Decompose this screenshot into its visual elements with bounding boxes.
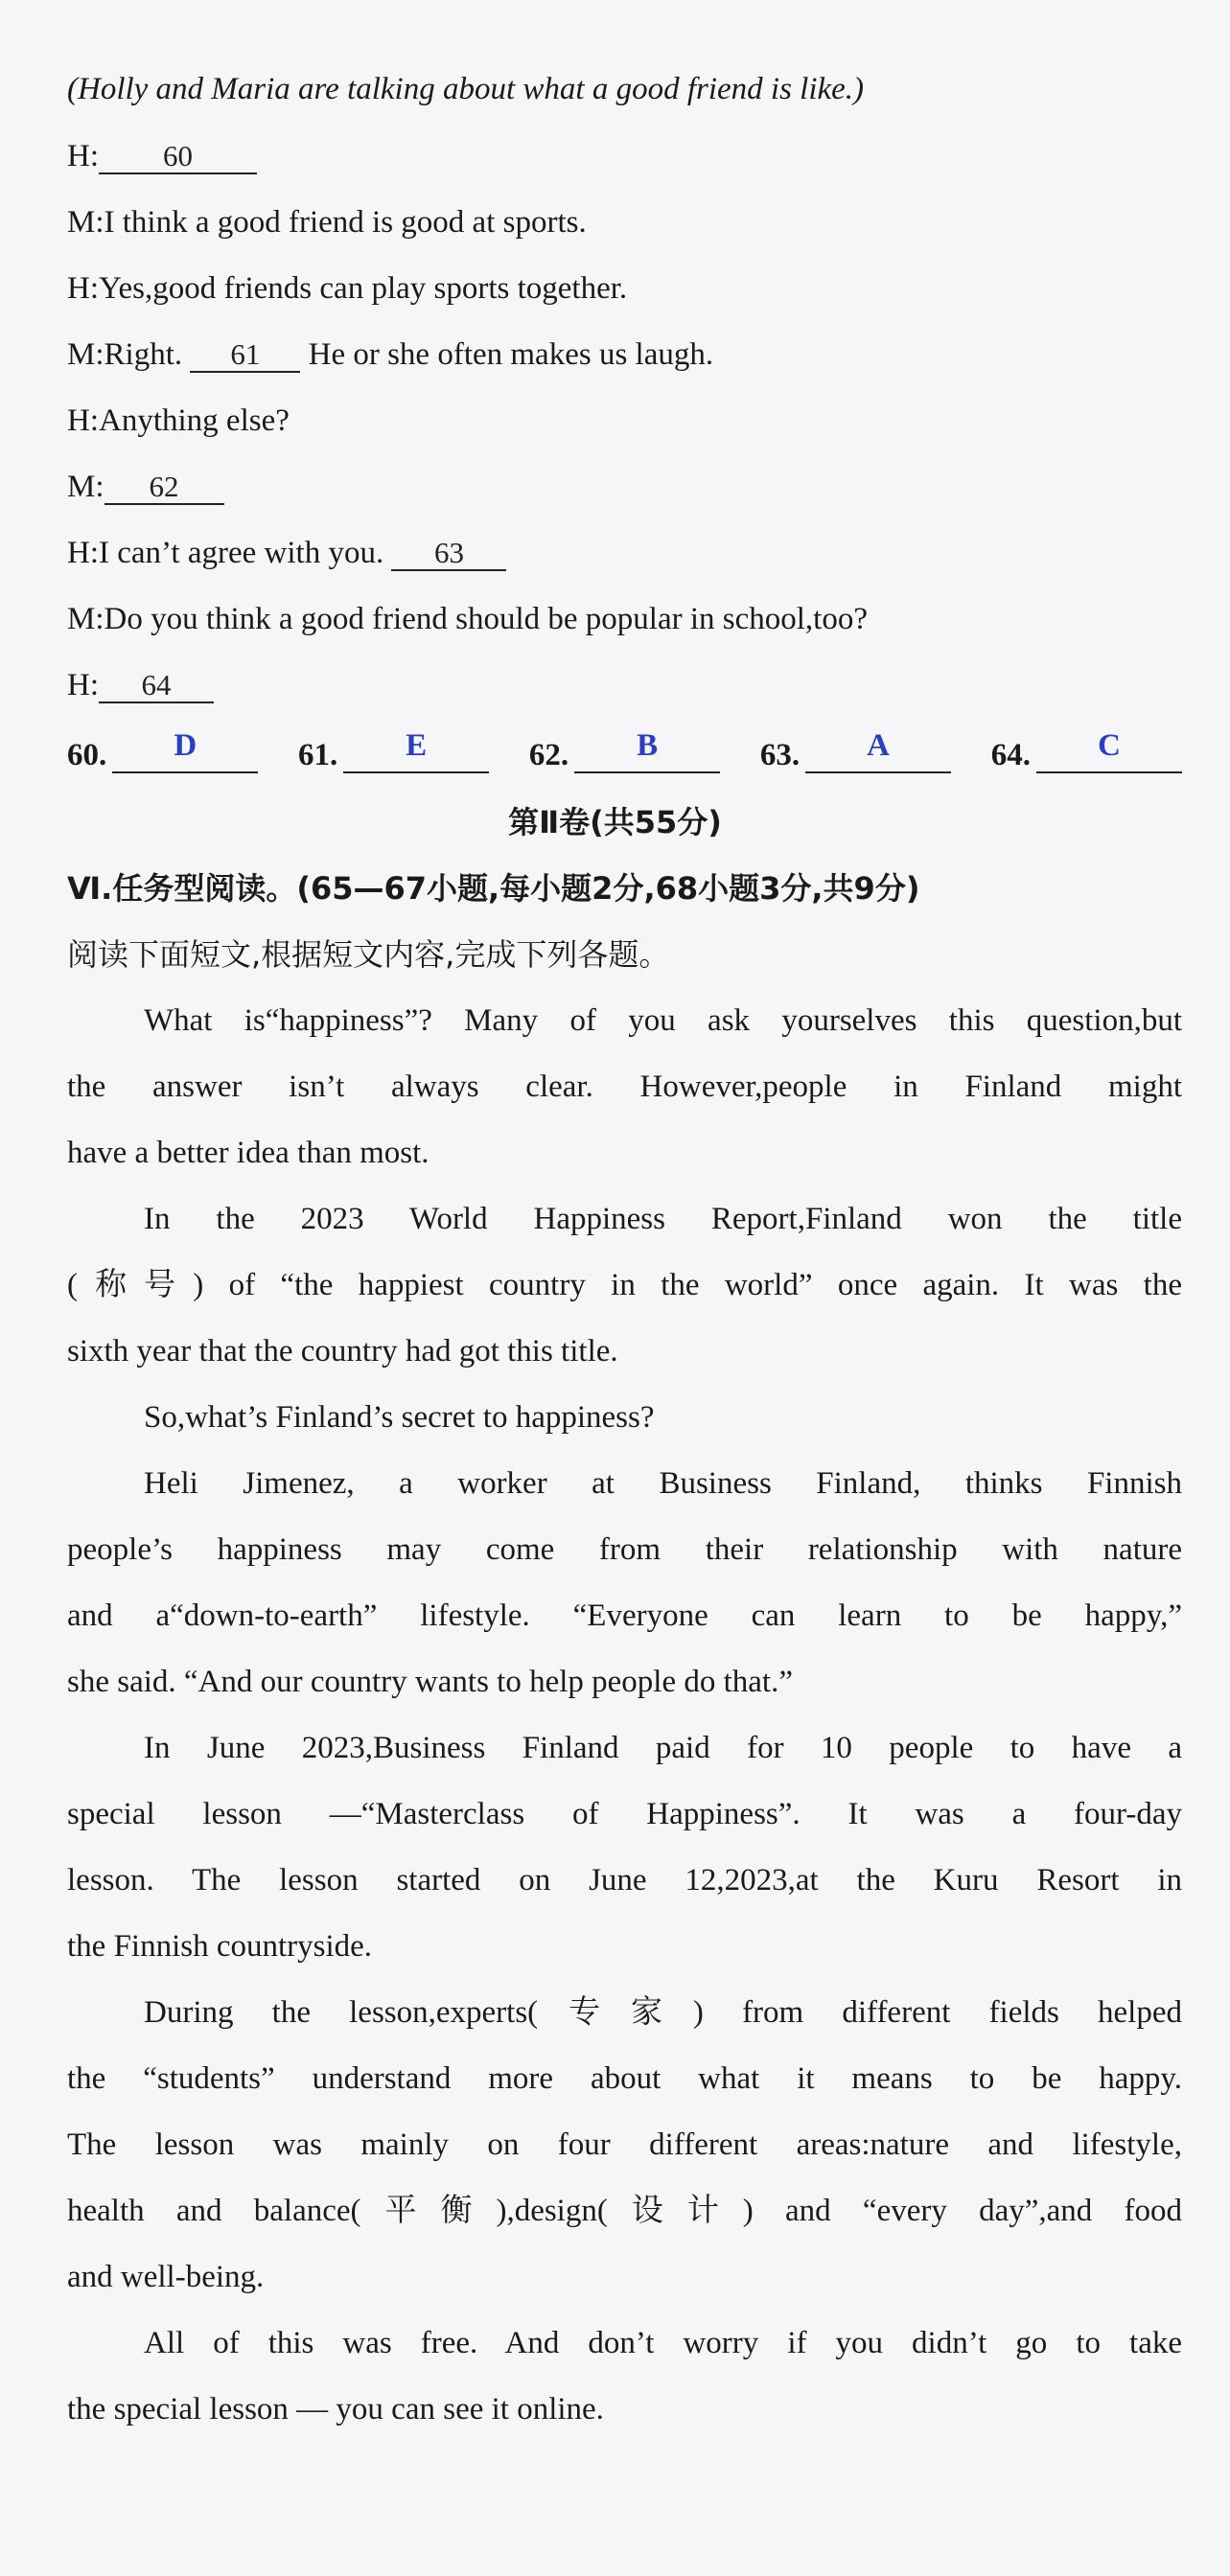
dialogue-line: M:I think a good friend is good at sports. — [67, 205, 587, 240]
dialogue-line: H:I can’t agree with you. 63 — [67, 531, 1182, 575]
blank-number: 64 — [141, 668, 172, 702]
passage-line: the special lesson — you can see it online. — [67, 2392, 604, 2426]
passage-line: sixth year that the country had got this title. — [67, 1334, 618, 1368]
passage-line: The lesson was mainly on four different areas:nature and lifestyle, — [67, 2128, 1182, 2162]
passage-line: the “students” understand more about what it means to be happy. — [67, 2061, 1182, 2096]
passage-line: So,what’s Finland’s secret to happiness? — [144, 1400, 655, 1435]
dialogue-intro: (Holly and Maria are talking about what a good friend is like.) — [67, 72, 865, 106]
blank-number: 60 — [163, 139, 193, 172]
instruction: 阅读下面短文,根据短文内容,完成下列各题。 — [67, 936, 670, 973]
passage-line: What is“happiness”? Many of you ask yourselves this question,but — [144, 1003, 1182, 1038]
passage-line: the Finnish countryside. — [67, 1929, 373, 1964]
answer-value: C — [1098, 728, 1121, 763]
passage-line: Heli Jimenez, a worker at Business Finland, thinks Finnish — [144, 1466, 1182, 1501]
answer-value: B — [637, 728, 659, 763]
answer-item: 64. C — [991, 733, 1182, 777]
passage-line: During the lesson,experts(专家) from different fields helped — [144, 1995, 1182, 2030]
dialogue-line: H: 60 — [67, 134, 1182, 178]
passage-line: (称号) of “the happiest country in the world” once again. It was the — [67, 1268, 1182, 1302]
dialogue-line: H:Yes,good friends can play sports together. — [67, 271, 628, 306]
dialogue-line: M:Right. 61 He or she often makes us laugh. — [67, 337, 714, 372]
answer-row — [67, 728, 1182, 777]
passage-line: she said. “And our country wants to help people do that.” — [67, 1665, 793, 1699]
passage-line: In June 2023,Business Finland paid for 10 people to have a — [144, 1731, 1182, 1765]
passage-line: have a better idea than most. — [67, 1136, 429, 1170]
blank-number: 63 — [433, 536, 464, 569]
passage-line: health and balance(平衡),design(设计) and “every day”,and food — [67, 2194, 1182, 2228]
passage-line: people’s happiness may come from their relationship with nature — [67, 1532, 1182, 1567]
answer-value: A — [867, 728, 890, 763]
answer-item: 60. D — [67, 733, 258, 777]
passage-line: and well-being. — [67, 2260, 265, 2294]
answer-item: 63. A — [760, 733, 951, 777]
answer-item: 61. E — [298, 733, 489, 777]
answer-value: D — [174, 728, 197, 763]
passage-line: In the 2023 World Happiness Report,Finland won the title — [144, 1202, 1182, 1236]
task-heading: Ⅵ.任务型阅读。(65—67小题,每小题2分,68小题3分,共9分) — [67, 870, 920, 907]
section-title: 第Ⅱ卷(共55分) — [508, 804, 722, 840]
passage-line: All of this was free. And don’t worry if you didn’t go to take — [144, 2326, 1182, 2360]
passage-line: the answer isn’t always clear. However,people in Finland might — [67, 1070, 1182, 1104]
dialogue-line: M: 62 — [67, 465, 1182, 509]
passage-line: and a“down-to-earth” lifestyle. “Everyone can learn to be happy,” — [67, 1598, 1182, 1633]
dialogue-line: H:Anything else? — [67, 403, 290, 438]
dialogue-line: H: 64 — [67, 663, 1182, 707]
dialogue-line: M:Do you think a good friend should be popular in school,too? — [67, 602, 868, 636]
blank-number: 62 — [149, 470, 179, 503]
answer-item: 62. B — [529, 733, 720, 777]
passage-line: special lesson —“Masterclass of Happiness”. It was a four-day — [67, 1797, 1182, 1831]
blank-number: 61 — [230, 337, 261, 371]
passage-line: lesson. The lesson started on June 12,2023,at the Kuru Resort in — [67, 1863, 1182, 1898]
answer-value: E — [406, 728, 428, 763]
